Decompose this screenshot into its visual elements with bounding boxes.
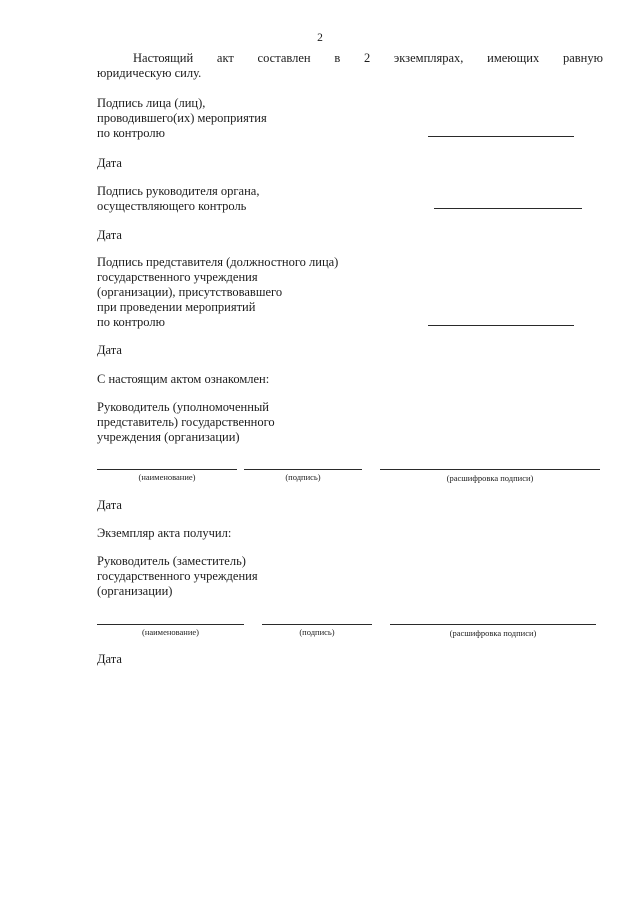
acquainted-decoding-field[interactable] [380,469,600,470]
intro-word: составлен [257,51,311,65]
representative-signature-field[interactable] [428,325,574,326]
acquainted-caption-decoding: (расшифровка подписи) [446,473,534,483]
representative-signature-line: государственного учреждения [97,270,258,284]
inspectors-signature-line: Подпись лица (лиц), [97,96,206,110]
inspectors-signature-line: по контролю [97,126,165,140]
received-role-line: государственного учреждения [97,569,258,583]
head-signature-line: Подпись руководителя органа, [97,184,260,198]
acquainted-name-field[interactable] [97,469,237,470]
received-name-field[interactable] [97,624,244,625]
intro-line-1 [133,51,603,66]
representative-signature-line: Подпись представителя (должностного лица) [97,255,339,269]
acquainted-role-line: представитель) государственного [97,415,275,429]
received-caption-name: (наименование) [141,627,200,637]
received-role-line: (организации) [97,584,173,598]
acquainted-role-line: учреждения (организации) [97,430,240,444]
intro-line-2: юридическую силу. [97,66,202,80]
received-date-label: Дата [97,652,122,666]
representative-date-label: Дата [97,343,122,357]
acquainted-caption-signature: (подпись) [285,472,321,482]
received-decoding-field[interactable] [390,624,596,625]
page-number: 2 [317,32,323,44]
acquainted-role-line: Руководитель (уполномоченный [97,400,269,414]
inspectors-date-label: Дата [97,156,122,170]
received-caption-signature: (подпись) [299,627,335,637]
intro-word: равную [562,51,603,65]
head-date-label: Дата [97,228,122,242]
received-caption-decoding: (расшифровка подписи) [449,628,537,638]
intro-word: 2 [363,51,371,65]
intro-word: в [334,51,341,65]
inspectors-signature-field[interactable] [428,136,574,137]
inspectors-signature-line: проводившего(их) мероприятия [97,111,267,125]
acquainted-date-label: Дата [97,498,122,512]
acquainted-caption-name: (наименование) [138,472,196,482]
head-signature-field[interactable] [434,208,582,209]
representative-signature-line: по контролю [97,315,165,329]
head-signature-line: осуществляющего контроль [97,199,247,213]
intro-word: имеющих [487,51,540,65]
acquainted-heading: С настоящим актом ознакомлен: [97,372,270,386]
received-signature-field[interactable] [262,624,372,625]
received-heading: Экземпляр акта получил: [97,526,232,540]
representative-signature-line: (организации), присутствовавшего [97,285,283,299]
acquainted-signature-field[interactable] [244,469,362,470]
intro-word: экземплярах, [393,51,464,65]
received-role-line: Руководитель (заместитель) [97,554,246,568]
intro-word: акт [216,51,234,65]
representative-signature-line: при проведении мероприятий [97,300,256,314]
intro-word: Настоящий [133,51,194,65]
